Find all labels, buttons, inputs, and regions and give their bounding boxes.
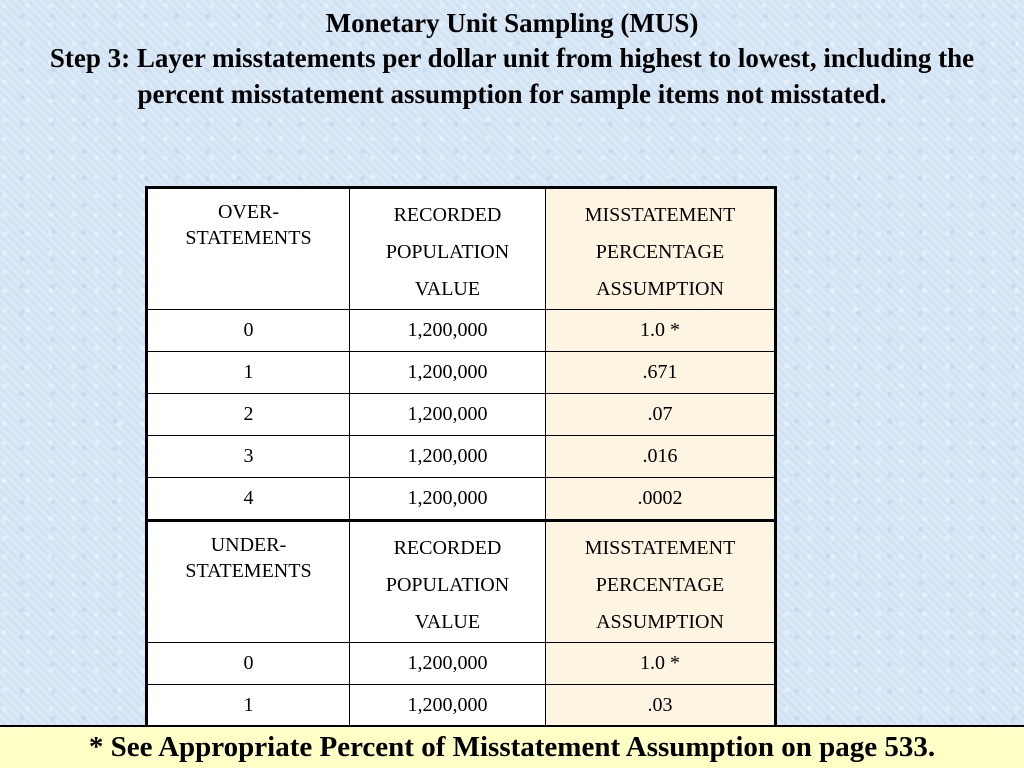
table-row — [147, 685, 776, 728]
table-cell: 1 — [147, 685, 350, 728]
table-row — [147, 643, 776, 685]
table-row — [147, 352, 776, 394]
header-recorded-population-value: RECORDED POPULATION VALUE — [349, 188, 545, 310]
table-cell: 1,200,000 — [349, 352, 545, 394]
table-cell: 4 — [147, 478, 350, 521]
table-cell: 3 — [147, 436, 350, 478]
table-cell: .016 — [546, 436, 776, 478]
table-header-row — [147, 521, 776, 643]
header-overstatements: OVER- STATEMENTS — [147, 188, 350, 310]
table-cell: 1,200,000 — [349, 478, 545, 521]
table-cell: 1,200,000 — [349, 394, 545, 436]
page-title: Monetary Unit Sampling (MUS) — [325, 8, 699, 38]
table-cell: 1,200,000 — [349, 643, 545, 685]
table-cell: 1,200,000 — [349, 310, 545, 352]
header-understatements: UNDER- STATEMENTS — [147, 521, 350, 643]
header-recorded-population-value: RECORDED POPULATION VALUE — [349, 521, 545, 643]
table-cell: 0 — [147, 310, 350, 352]
table-cell: .671 — [546, 352, 776, 394]
overstatements-table — [145, 186, 777, 522]
table-row — [147, 478, 776, 521]
table-cell: 1,200,000 — [349, 685, 545, 728]
header-misstatement-percentage-assumption: MISSTATEMENT PERCENTAGE ASSUMPTION — [546, 521, 776, 643]
footer-note: * See Appropriate Percent of Misstatement Assumption on page 533. — [0, 725, 1024, 768]
title-block — [0, 6, 1024, 112]
table-row — [147, 436, 776, 478]
table-cell: 0 — [147, 643, 350, 685]
table-cell: .03 — [546, 685, 776, 728]
table-cell: 1,200,000 — [349, 436, 545, 478]
table-cell: .0002 — [546, 478, 776, 521]
table-row — [147, 310, 776, 352]
table-cell: .07 — [546, 394, 776, 436]
page-subtitle: Step 3: Layer misstatements per dollar unit from highest to lowest, including the percent misstatement assumption for sample items not misstated. — [49, 43, 975, 109]
table-cell: 1.0 * — [546, 310, 776, 352]
table-row — [147, 394, 776, 436]
table-cell: 1 — [147, 352, 350, 394]
header-misstatement-percentage-assumption: MISSTATEMENT PERCENTAGE ASSUMPTION — [546, 188, 776, 310]
table-cell: 1.0 * — [546, 643, 776, 685]
understatements-table — [145, 519, 777, 729]
table-cell: 2 — [147, 394, 350, 436]
table-header-row — [147, 188, 776, 310]
